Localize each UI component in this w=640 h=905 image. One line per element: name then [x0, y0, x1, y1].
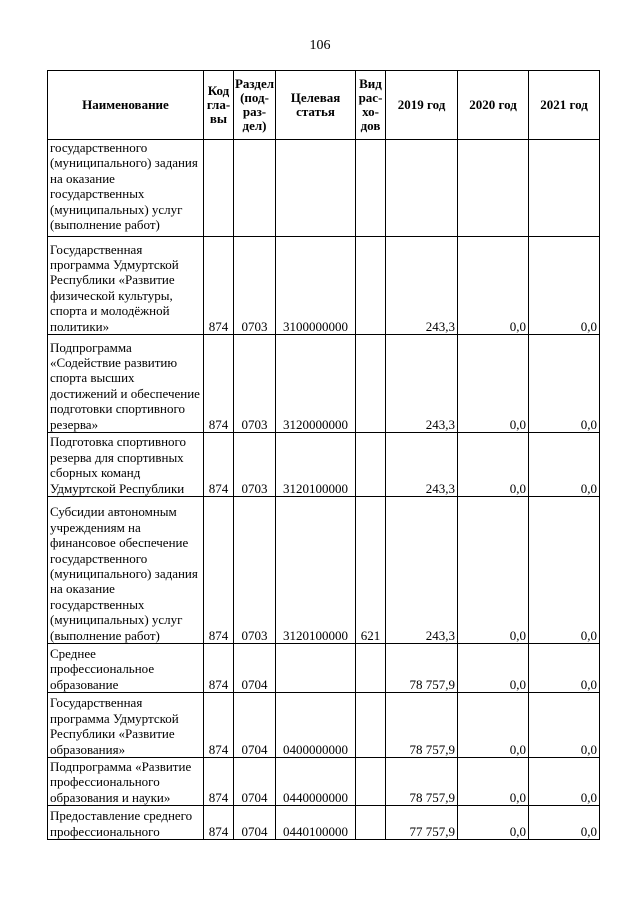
cell-target: 3120100000: [276, 497, 356, 644]
table-row: [48, 497, 600, 644]
cell-2019: [386, 140, 458, 237]
cell-2021: 0,0: [529, 693, 600, 758]
cell-expense-type: 621: [356, 497, 386, 644]
cell-2019: 243,3: [386, 497, 458, 644]
cell-section: 0704: [234, 806, 276, 840]
cell-target: 0400000000: [276, 693, 356, 758]
cell-chapter: 874: [204, 237, 234, 335]
cell-2021: 0,0: [529, 335, 600, 433]
cell-2019: 243,3: [386, 335, 458, 433]
cell-2021: 0,0: [529, 497, 600, 644]
cell-section: 0704: [234, 644, 276, 693]
header-chapter: Код гла-вы: [204, 71, 234, 140]
cell-2019: 78 757,9: [386, 693, 458, 758]
cell-chapter: 874: [204, 497, 234, 644]
cell-section: 0704: [234, 758, 276, 806]
budget-table: [47, 70, 600, 840]
cell-2019: 78 757,9: [386, 644, 458, 693]
cell-2020: 0,0: [458, 806, 529, 840]
cell-expense-type: [356, 693, 386, 758]
cell-expense-type: [356, 806, 386, 840]
cell-target: 0440000000: [276, 758, 356, 806]
cell-expense-type: [356, 758, 386, 806]
table-row: [48, 140, 600, 237]
header-section: Раздел (под-раз-дел): [234, 71, 276, 140]
table-row: [48, 335, 600, 433]
cell-expense-type: [356, 644, 386, 693]
table-row: [48, 693, 600, 758]
header-target: Целевая статья: [276, 71, 356, 140]
cell-2020: 0,0: [458, 497, 529, 644]
table-row: [48, 644, 600, 693]
table-row: [48, 806, 600, 840]
cell-name: Государственная программа Удмуртской Республики «Развитие физической культуры, спорта и молодёжной политики»: [48, 237, 204, 335]
cell-name: Среднее профессиональное образование: [48, 644, 204, 693]
cell-target: [276, 644, 356, 693]
table-row: [48, 433, 600, 497]
cell-chapter: 874: [204, 644, 234, 693]
cell-name: государственного (муниципального) задания на оказание государственных (муниципальных) услуг (выполнение работ): [48, 140, 204, 237]
cell-2020: 0,0: [458, 758, 529, 806]
cell-section: [234, 140, 276, 237]
cell-2020: [458, 140, 529, 237]
cell-name: Предоставление среднего профессионального: [48, 806, 204, 840]
cell-2019: 243,3: [386, 433, 458, 497]
cell-chapter: 874: [204, 433, 234, 497]
header-name: Наименование: [48, 71, 204, 140]
cell-name: Государственная программа Удмуртской Республики «Развитие образования»: [48, 693, 204, 758]
page-number: 106: [309, 38, 331, 53]
cell-expense-type: [356, 433, 386, 497]
cell-2020: 0,0: [458, 644, 529, 693]
cell-2019: 77 757,9: [386, 806, 458, 840]
cell-2021: 0,0: [529, 433, 600, 497]
cell-2020: 0,0: [458, 693, 529, 758]
header-expense-type: Вид рас-хо-дов: [356, 71, 386, 140]
cell-2021: 0,0: [529, 237, 600, 335]
table-row: [48, 758, 600, 806]
cell-name: Субсидии автономным учреждениям на финансовое обеспечение государственного (муниципального) задания на оказание государственных (муниципальных) услуг (выполнение работ): [48, 497, 204, 644]
cell-expense-type: [356, 140, 386, 237]
cell-chapter: 874: [204, 806, 234, 840]
cell-2021: 0,0: [529, 758, 600, 806]
cell-target: 3120000000: [276, 335, 356, 433]
header-2019: 2019 год: [386, 71, 458, 140]
cell-name: Подготовка спортивного резерва для спортивных сборных команд Удмуртской Республики: [48, 433, 204, 497]
cell-chapter: [204, 140, 234, 237]
cell-chapter: 874: [204, 758, 234, 806]
cell-section: 0704: [234, 693, 276, 758]
cell-2020: 0,0: [458, 335, 529, 433]
cell-2021: 0,0: [529, 806, 600, 840]
cell-name: Подпрограмма «Развитие профессионального образования и науки»: [48, 758, 204, 806]
cell-expense-type: [356, 335, 386, 433]
cell-2019: 243,3: [386, 237, 458, 335]
cell-section: 0703: [234, 237, 276, 335]
cell-section: 0703: [234, 497, 276, 644]
cell-target: [276, 140, 356, 237]
cell-chapter: 874: [204, 335, 234, 433]
cell-2019: 78 757,9: [386, 758, 458, 806]
cell-section: 0703: [234, 335, 276, 433]
cell-target: 3120100000: [276, 433, 356, 497]
table-row: [48, 237, 600, 335]
cell-2020: 0,0: [458, 433, 529, 497]
header-row: [48, 71, 600, 140]
cell-name: Подпрограмма «Содействие развитию спорта высших достижений и обеспечение подготовки спортивного резерва»: [48, 335, 204, 433]
header-2021: 2021 год: [529, 71, 600, 140]
cell-expense-type: [356, 237, 386, 335]
cell-2021: 0,0: [529, 644, 600, 693]
cell-target: 3100000000: [276, 237, 356, 335]
cell-target: 0440100000: [276, 806, 356, 840]
cell-2021: [529, 140, 600, 237]
cell-chapter: 874: [204, 693, 234, 758]
header-2020: 2020 год: [458, 71, 529, 140]
cell-2020: 0,0: [458, 237, 529, 335]
cell-section: 0703: [234, 433, 276, 497]
